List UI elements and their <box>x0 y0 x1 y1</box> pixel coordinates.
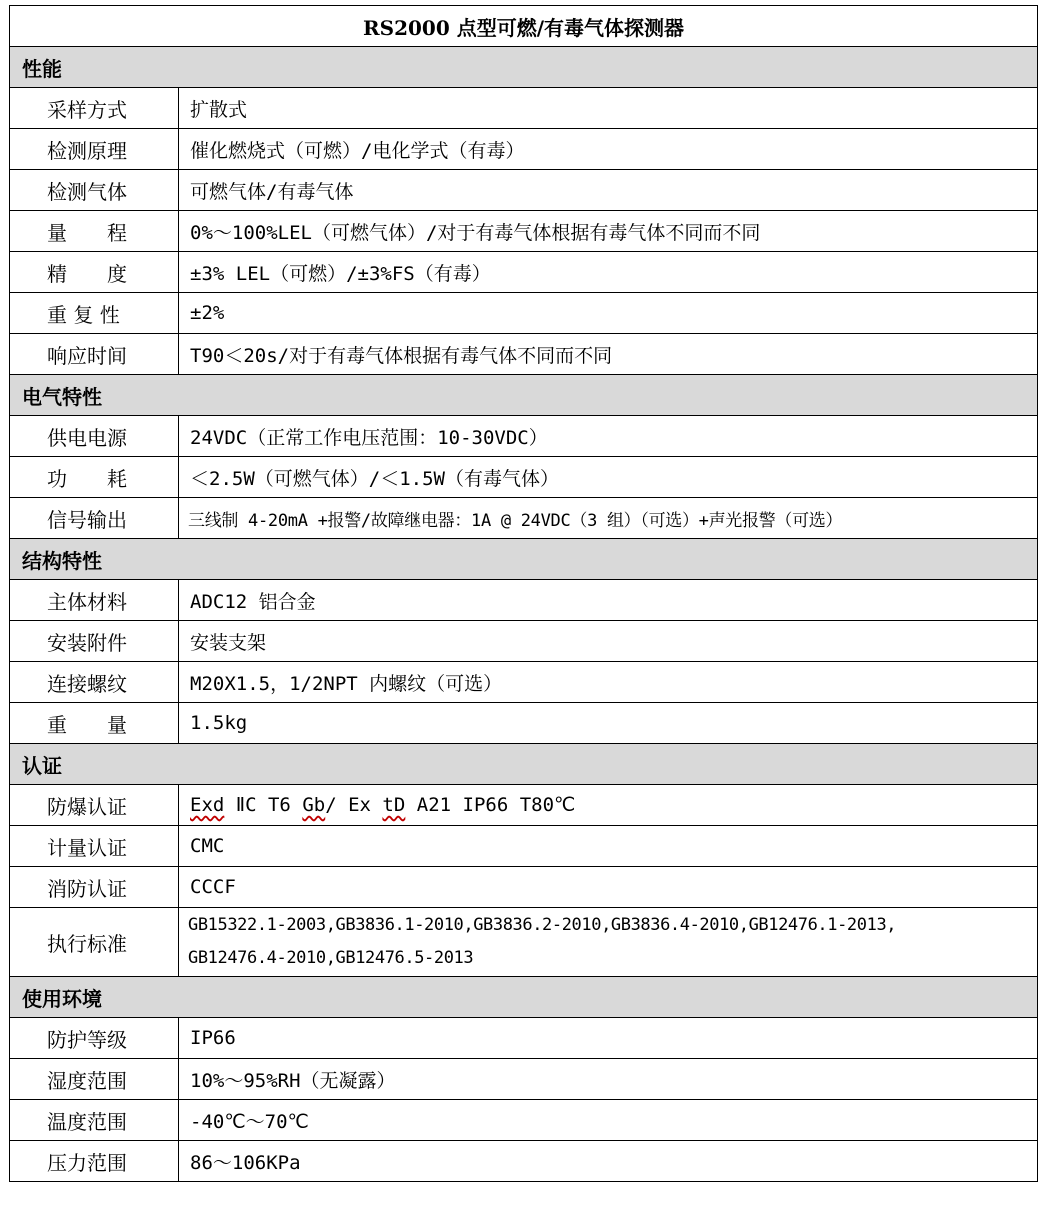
row-label: 计量认证 <box>10 826 179 867</box>
value-part: ⅡC T6 <box>224 794 303 816</box>
row-value: 催化燃烧式（可燃）/电化学式（有毒） <box>179 129 1038 170</box>
row-label: 采样方式 <box>10 88 179 129</box>
table-row <box>10 457 1038 498</box>
row-label: 量 程 <box>10 211 179 252</box>
table-row <box>10 88 1038 129</box>
row-label: 防护等级 <box>10 1018 179 1059</box>
value-part: Gb <box>302 794 326 816</box>
table-row <box>10 580 1038 621</box>
section-header-row <box>10 977 1038 1018</box>
row-value: CMC <box>179 826 1038 867</box>
table-row <box>10 334 1038 375</box>
table-row <box>10 621 1038 662</box>
row-value: 86～106KPa <box>179 1141 1038 1182</box>
row-label: 执行标准 <box>10 908 179 977</box>
row-label: 防爆认证 <box>10 785 179 826</box>
row-label: 安装附件 <box>10 621 179 662</box>
value-part: A21 IP66 T80℃ <box>405 794 576 816</box>
row-value: ADC12 铝合金 <box>179 580 1038 621</box>
section-header-row <box>10 744 1038 785</box>
table-row <box>10 416 1038 457</box>
section-heading-certification: 认证 <box>10 744 1038 785</box>
row-value: IP66 <box>179 1018 1038 1059</box>
table-row <box>10 703 1038 744</box>
table-row <box>10 785 1038 826</box>
row-value: 安装支架 <box>179 621 1038 662</box>
row-value: ＜2.5W（可燃气体）/＜1.5W（有毒气体） <box>179 457 1038 498</box>
row-label: 信号输出 <box>10 498 179 539</box>
table-title: RS2000 点型可燃/有毒气体探测器 <box>10 6 1038 47</box>
row-label: 响应时间 <box>10 334 179 375</box>
row-value: M20X1.5，1/2NPT 内螺纹（可选） <box>179 662 1038 703</box>
row-value: CCCF <box>179 867 1038 908</box>
value-part: / Ex <box>325 794 383 816</box>
table-row <box>10 252 1038 293</box>
section-heading-environment: 使用环境 <box>10 977 1038 1018</box>
row-label: 检测原理 <box>10 129 179 170</box>
row-value: 1.5kg <box>179 703 1038 744</box>
table-row <box>10 1141 1038 1182</box>
row-label: 供电电源 <box>10 416 179 457</box>
row-value <box>179 785 1038 826</box>
table-row <box>10 498 1038 539</box>
row-label: 重 复 性 <box>10 293 179 334</box>
row-value: 三线制 4-20mA +报警/故障继电器：1A @ 24VDC（3 组）（可选）+声光报警（可选） <box>179 498 1038 539</box>
title-row <box>10 6 1038 47</box>
section-heading-electrical: 电气特性 <box>10 375 1038 416</box>
row-label: 主体材料 <box>10 580 179 621</box>
row-value: 可燃气体/有毒气体 <box>179 170 1038 211</box>
row-label: 压力范围 <box>10 1141 179 1182</box>
row-label: 湿度范围 <box>10 1059 179 1100</box>
value-part: tD <box>382 794 406 816</box>
table-row <box>10 826 1038 867</box>
section-heading-structure: 结构特性 <box>10 539 1038 580</box>
row-value: ±3% LEL（可燃）/±3%FS（有毒） <box>179 252 1038 293</box>
value-line: GB15322.1-2003,GB3836.1-2010,GB3836.2-2010,GB3836.4-2010,GB12476.1-2013, <box>188 915 897 935</box>
table-row <box>10 1059 1038 1100</box>
table-row <box>10 908 1038 977</box>
row-value: 10%～95%RH（无凝露） <box>179 1059 1038 1100</box>
section-header-row <box>10 375 1038 416</box>
section-header-row <box>10 539 1038 580</box>
row-value: 扩散式 <box>179 88 1038 129</box>
table-row <box>10 211 1038 252</box>
row-label: 重 量 <box>10 703 179 744</box>
section-heading-performance: 性能 <box>10 47 1038 88</box>
row-label: 连接螺纹 <box>10 662 179 703</box>
spec-table <box>9 5 1038 1182</box>
row-label: 消防认证 <box>10 867 179 908</box>
row-label: 检测气体 <box>10 170 179 211</box>
table-row <box>10 170 1038 211</box>
value-line: GB12476.4-2010,GB12476.5-2013 <box>188 948 474 968</box>
value-part: Exd <box>190 794 225 816</box>
row-value: T90＜20s/对于有毒气体根据有毒气体不同而不同 <box>179 334 1038 375</box>
row-value: ±2% <box>179 293 1038 334</box>
table-row <box>10 129 1038 170</box>
row-value <box>179 908 1038 977</box>
row-label: 温度范围 <box>10 1100 179 1141</box>
row-label: 功 耗 <box>10 457 179 498</box>
table-row <box>10 293 1038 334</box>
row-value: 24VDC（正常工作电压范围：10-30VDC） <box>179 416 1038 457</box>
row-value: 0%～100%LEL（可燃气体）/对于有毒气体根据有毒气体不同而不同 <box>179 211 1038 252</box>
table-row <box>10 867 1038 908</box>
row-label: 精 度 <box>10 252 179 293</box>
section-header-row <box>10 47 1038 88</box>
table-row <box>10 1018 1038 1059</box>
table-row <box>10 1100 1038 1141</box>
row-value: -40℃～70℃ <box>179 1100 1038 1141</box>
table-row <box>10 662 1038 703</box>
